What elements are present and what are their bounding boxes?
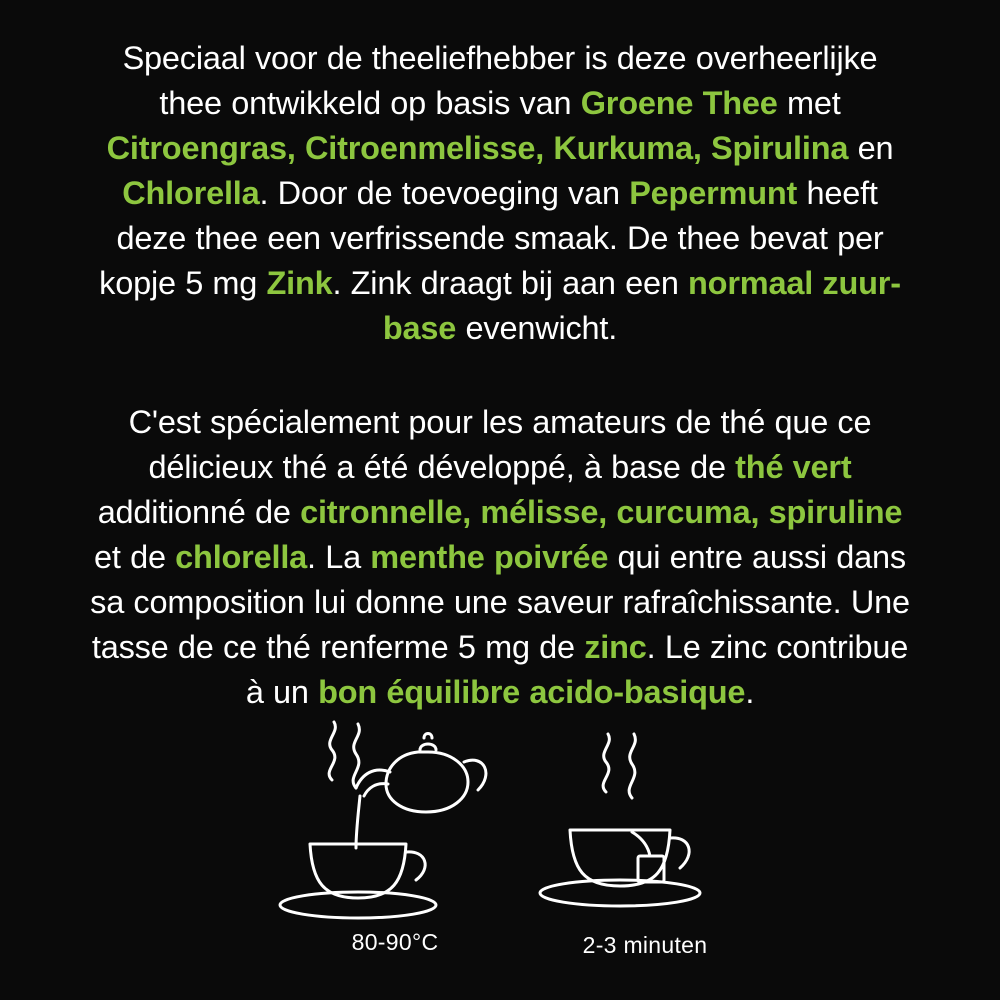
body-text: met [777, 85, 841, 121]
description-dutch [90, 36, 910, 351]
body-text: additionné de [97, 494, 301, 530]
body-text: Speciaal voor de theeliefhebber is deze overheerlijke thee ontwikkeld op basis van [122, 40, 878, 121]
ingredient-highlight: thé vert [735, 449, 852, 485]
body-text: . Zink draagt bij aan een [332, 265, 689, 301]
ingredient-highlight: normaal zuur-base [382, 265, 901, 346]
body-text: . Door de toevoeging van [259, 175, 630, 211]
ingredient-highlight: Groene Thee [580, 85, 778, 121]
brewing-temperature-caption: 80-90°C [351, 929, 439, 955]
body-text: evenwicht. [456, 310, 618, 346]
description-french [90, 400, 910, 715]
body-text: en [848, 130, 894, 166]
ingredient-highlight: citronnelle, mélisse, curcuma, spiruline [300, 494, 903, 530]
body-text: . La [307, 539, 371, 575]
brewing-instructions [0, 692, 1000, 992]
body-text: C'est spécialement pour les amateurs de thé que ce délicieux thé a été développé, à base de [128, 404, 872, 485]
body-text: . Le zinc contribue à un [245, 629, 909, 710]
brewing-temperature-block [270, 692, 520, 956]
body-text: et de [94, 539, 176, 575]
ingredient-highlight: Pepermunt [629, 175, 798, 211]
cup-with-teabag-icon [520, 720, 770, 930]
body-text: . [745, 674, 755, 710]
body-text: heeft deze thee een verfrissende smaak. De thee bevat per kopje 5 mg [99, 175, 884, 301]
ingredient-highlight: Citroengras, Citroenmelisse, Kurkuma, Spirulina [106, 130, 849, 166]
body-text: qui entre aussi dans sa composition lui donne une saveur rafraîchissante. Une tasse de ce thé renferme 5 mg de [90, 539, 910, 665]
brewing-time-caption: 2-3 minuten [582, 932, 708, 958]
ingredient-highlight: menthe poivrée [370, 539, 609, 575]
teapot-pouring-into-cup-icon [270, 692, 520, 927]
brewing-time-block [520, 720, 770, 959]
ingredient-highlight: zinc [584, 629, 647, 665]
ingredient-highlight: Zink [266, 265, 333, 301]
ingredient-highlight: Chlorella [122, 175, 260, 211]
ingredient-highlight: bon équilibre acido-basique [318, 674, 746, 710]
ingredient-highlight: chlorella [175, 539, 308, 575]
